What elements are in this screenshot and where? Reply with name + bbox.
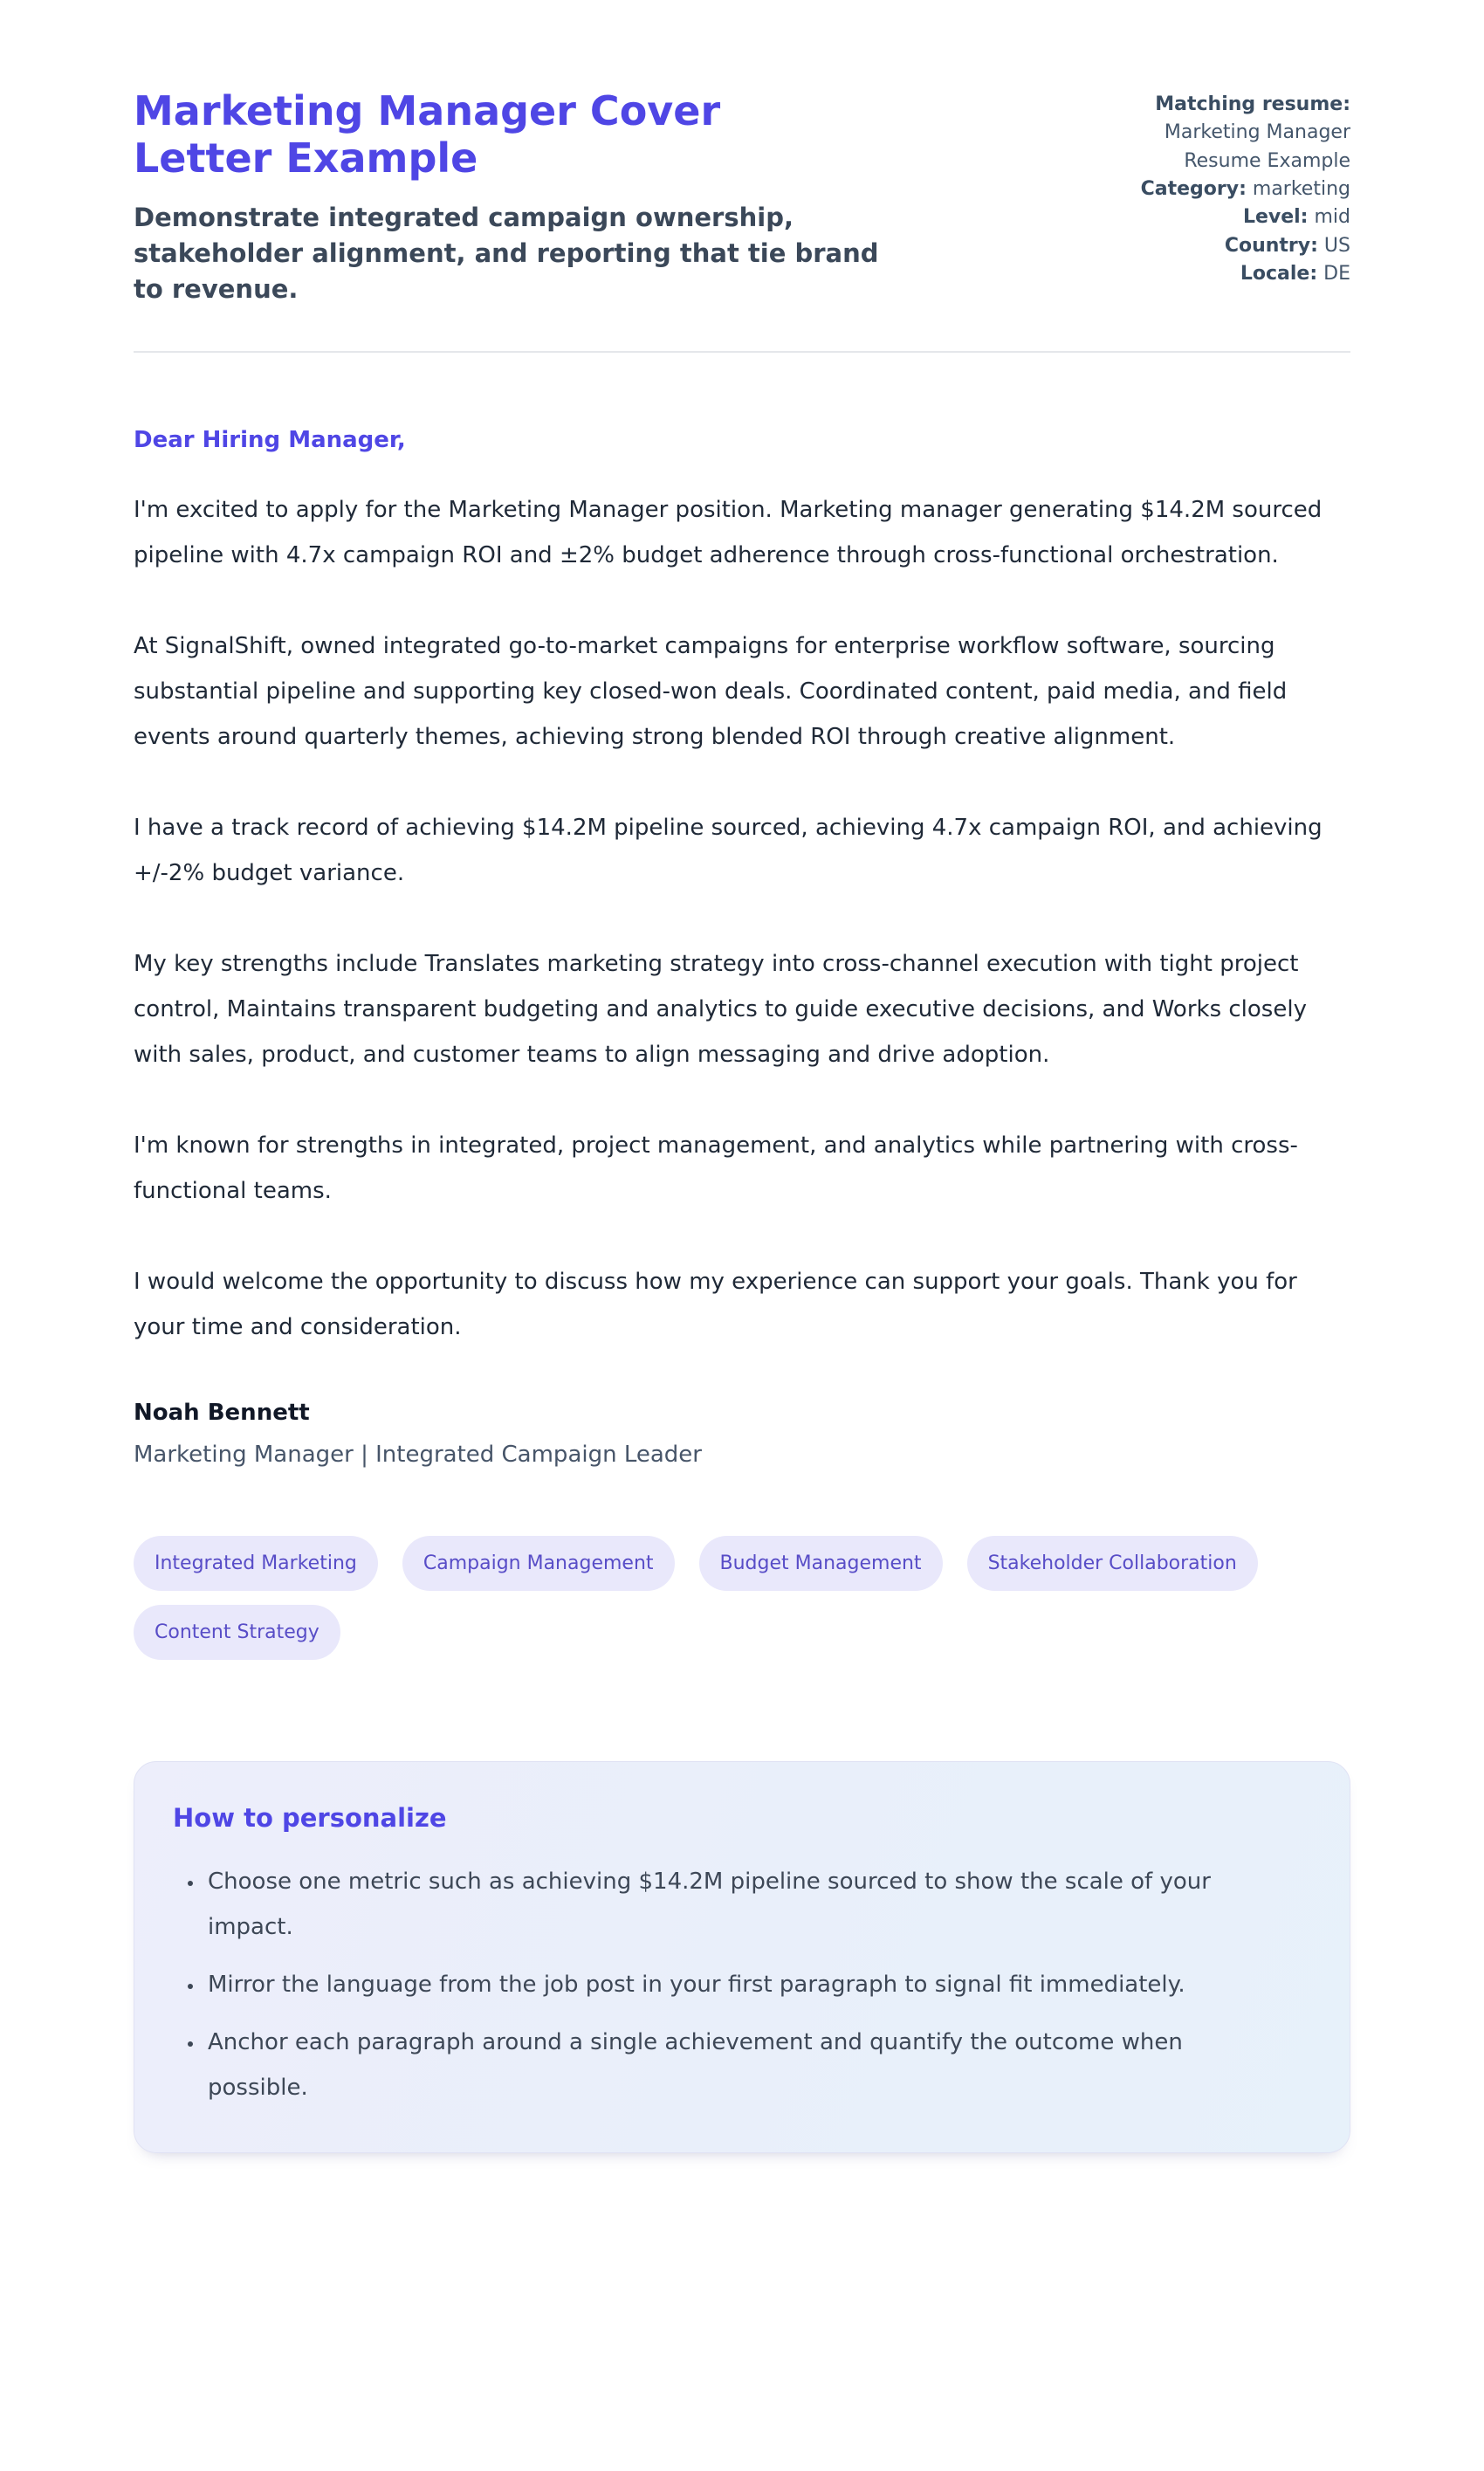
- meta-row: [1089, 176, 1350, 203]
- meta-row: [1089, 203, 1350, 231]
- meta-value: DE: [1323, 262, 1350, 285]
- header-titles: [134, 87, 1089, 307]
- skill-tags: [134, 1536, 1350, 1660]
- meta-label: Category:: [1140, 177, 1247, 200]
- meta-panel: [1089, 87, 1350, 288]
- skill-tag: Content Strategy: [134, 1605, 340, 1660]
- meta-row: [1089, 260, 1350, 288]
- meta-row: [1089, 91, 1350, 176]
- meta-value: marketing: [1252, 177, 1350, 200]
- page-header: [134, 87, 1350, 307]
- personalize-tip: • Anchor each paragraph around a single achievement and quantify the outcome when possible.: [204, 2020, 1278, 2110]
- page-title: Marketing Manager Cover Letter Example: [134, 87, 721, 182]
- meta-value: mid: [1314, 206, 1350, 229]
- cover-letter-page: [134, 0, 1350, 2153]
- signature-role: Marketing Manager | Integrated Campaign Leader: [134, 1441, 702, 1468]
- salutation: Dear Hiring Manager,: [134, 427, 406, 454]
- personalize-title: How to personalize: [173, 1803, 447, 1834]
- letter-paragraph: I'm excited to apply for the Marketing Manager position. Marketing manager generating $14.2M sourced pipeline with 4.7x campaign ROI and ±2% budget adherence through cross-functional orchestration.: [134, 497, 1323, 569]
- page-subtitle: Demonstrate integrated campaign ownership, stakeholder alignment, and reporting that tie brand to revenue.: [134, 202, 879, 304]
- letter-paragraph: My key strengths include Translates marketing strategy into cross-channel execution with tight project control, Maintains transparent budgeting and analytics to guide executive decisions, and Works closely with sales, product, and customer teams to align messaging and drive adoption.: [134, 951, 1307, 1069]
- letter-paragraphs: [134, 487, 1350, 1350]
- letter-paragraph: At SignalShift, owned integrated go-to-market campaigns for enterprise workflow software, sourcing substantial pipeline and supporting key closed-won deals. Coordinated content, paid media, and field events around quarterly themes, achieving strong blended ROI through creative alignment.: [134, 633, 1288, 751]
- personalize-box: [134, 1761, 1350, 2153]
- meta-label: Country:: [1224, 234, 1318, 257]
- meta-label: Locale:: [1240, 262, 1318, 285]
- skill-tag: Campaign Management: [402, 1536, 675, 1591]
- personalize-tip: • Mirror the language from the job post in your first paragraph to signal fit immediately.: [204, 1962, 1278, 2007]
- skill-tag: Stakeholder Collaboration: [967, 1536, 1258, 1591]
- letter-paragraph: I'm known for strengths in integrated, project management, and analytics while partnering with cross-functional teams.: [134, 1132, 1298, 1205]
- letter-body: [134, 417, 1350, 1473]
- meta-row: [1089, 232, 1350, 260]
- letter-paragraph: I have a track record of achieving $14.2M pipeline sourced, achieving 4.7x campaign ROI, and achieving +/-2% budget variance.: [134, 815, 1323, 887]
- meta-label: Level:: [1242, 206, 1309, 229]
- personalize-tip: • Choose one metric such as achieving $14.2M pipeline sourced to show the scale of your impact.: [204, 1859, 1278, 1950]
- meta-value: US: [1323, 234, 1350, 257]
- signature-name: Noah Bennett: [134, 1400, 310, 1427]
- meta-label: Matching resume:: [1155, 93, 1350, 115]
- divider: [134, 351, 1350, 353]
- personalize-tips: [173, 1859, 1311, 2110]
- skill-tag: Integrated Marketing: [134, 1536, 378, 1591]
- skill-tag: Budget Management: [699, 1536, 943, 1591]
- letter-paragraph: I would welcome the opportunity to discuss how my experience can support your goals. Thank you for your time and consideration.: [134, 1269, 1297, 1341]
- meta-value: Marketing Manager Resume Example: [1164, 121, 1350, 172]
